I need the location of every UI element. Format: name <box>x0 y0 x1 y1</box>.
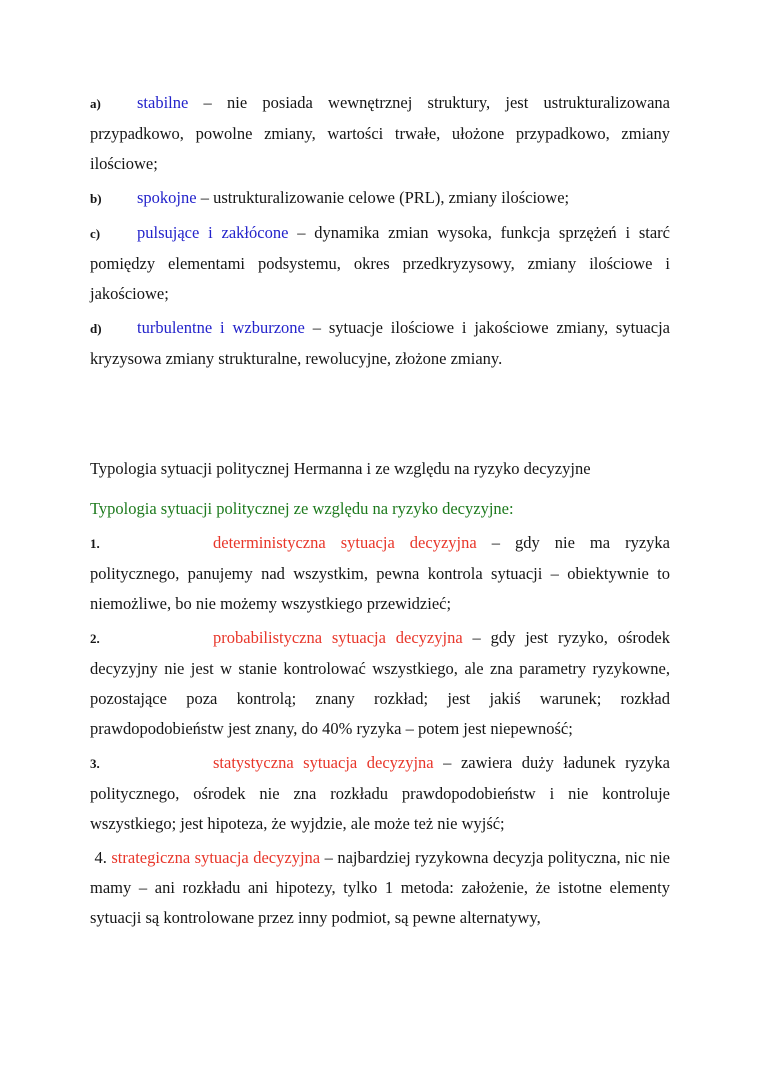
list-marker-a: a) <box>90 96 101 111</box>
description-text: – najbardziej ryzykowna decyzja polityczna, nic nie mamy – ani rozkładu ani hipotezy, tylko 1 metoda: założenie, że istotne elementy sytuacji są kontrolowane przez inny podmiot, są pewne alternatywy, <box>90 848 670 927</box>
blank-space <box>90 378 670 454</box>
list-marker-4: 4. <box>90 848 112 867</box>
term-strategiczna: strategiczna sytuacja decyzyjna <box>111 848 321 867</box>
list-marker-b: b) <box>90 191 102 206</box>
list-marker-2: 2. <box>90 631 100 646</box>
risk-item-1 <box>90 528 670 619</box>
description-text: – ustrukturalizowanie celowe (PRL), zmiany ilościowe; <box>196 188 570 207</box>
risk-item-3 <box>90 748 670 839</box>
list-marker-3: 3. <box>90 756 100 771</box>
term-spokojne: spokojne <box>137 188 197 207</box>
list-item-a <box>90 88 670 179</box>
description-text: – gdy nie ma ryzyka politycznego, panujemy nad wszystkim, pewna kontrola sytuacji – obiektywnie to niemożliwe, bo nie możemy wszystkiego przewidzieć; <box>90 533 670 613</box>
description-text: – dynamika zmian wysoka, funkcja sprzężeń i starć pomiędzy elementami podsystemu, okres przedkryzysowy, zmiany ilościowe i jakościowe; <box>90 223 670 303</box>
heading-risk-typology: Typologia sytuacji politycznej ze względu na ryzyko decyzyjne: <box>90 499 514 518</box>
term-probabilistyczna: probabilistyczna sytuacja decyzyjna <box>213 628 463 647</box>
term-pulsujace: pulsujące i zakłócone <box>137 223 289 242</box>
list-item-b <box>90 183 670 214</box>
description-text: – nie posiada wewnętrznej struktury, jest ustrukturalizowana przypadkowo, powolne zmiany, wartości trwałe, ułożone przypadkowo, zmiany ilościowe; <box>90 93 670 173</box>
list-item-d <box>90 313 670 374</box>
term-statystyczna: statystyczna sytuacja decyzyjna <box>213 753 434 772</box>
description-text: – zawiera duży ładunek ryzyka politycznego, ośrodek nie zna rozkładu prawdopodobieństw i nie kontroluje wszystkiego; jest hipoteza, że wyjdzie, ale może też nie wyjść; <box>90 753 670 833</box>
term-turbulentne: turbulentne i wzburzone <box>137 318 305 337</box>
term-deterministyczna: deterministyczna sytuacja decyzyjna <box>213 533 477 552</box>
heading-hermann: Typologia sytuacji politycznej Hermanna i ze względu na ryzyko decyzyjne <box>90 459 591 478</box>
description-text: – gdy jest ryzyko, ośrodek decyzyjny nie jest w stanie kontrolować wszystkiego, ale zna parametry ryzykowne, pozostające poza kontrolą; znany rozkład; jest jakiś warunek; rozkład prawdopodobieństw jest znany, do 40% ryzyka – potem jest niepewność; <box>90 628 670 738</box>
list-marker-c: c) <box>90 226 101 241</box>
risk-item-4 <box>90 843 670 933</box>
description-text: – sytuacje ilościowe i jakościowe zmiany, sytuacja kryzysowa zmiany strukturalne, rewolucyjne, złożone zmiany. <box>90 318 670 368</box>
list-item-c <box>90 218 670 309</box>
term-stabilne: stabilne <box>137 93 189 112</box>
list-marker-d: d) <box>90 321 102 336</box>
list-marker-1: 1. <box>90 536 100 551</box>
risk-item-2 <box>90 623 670 744</box>
